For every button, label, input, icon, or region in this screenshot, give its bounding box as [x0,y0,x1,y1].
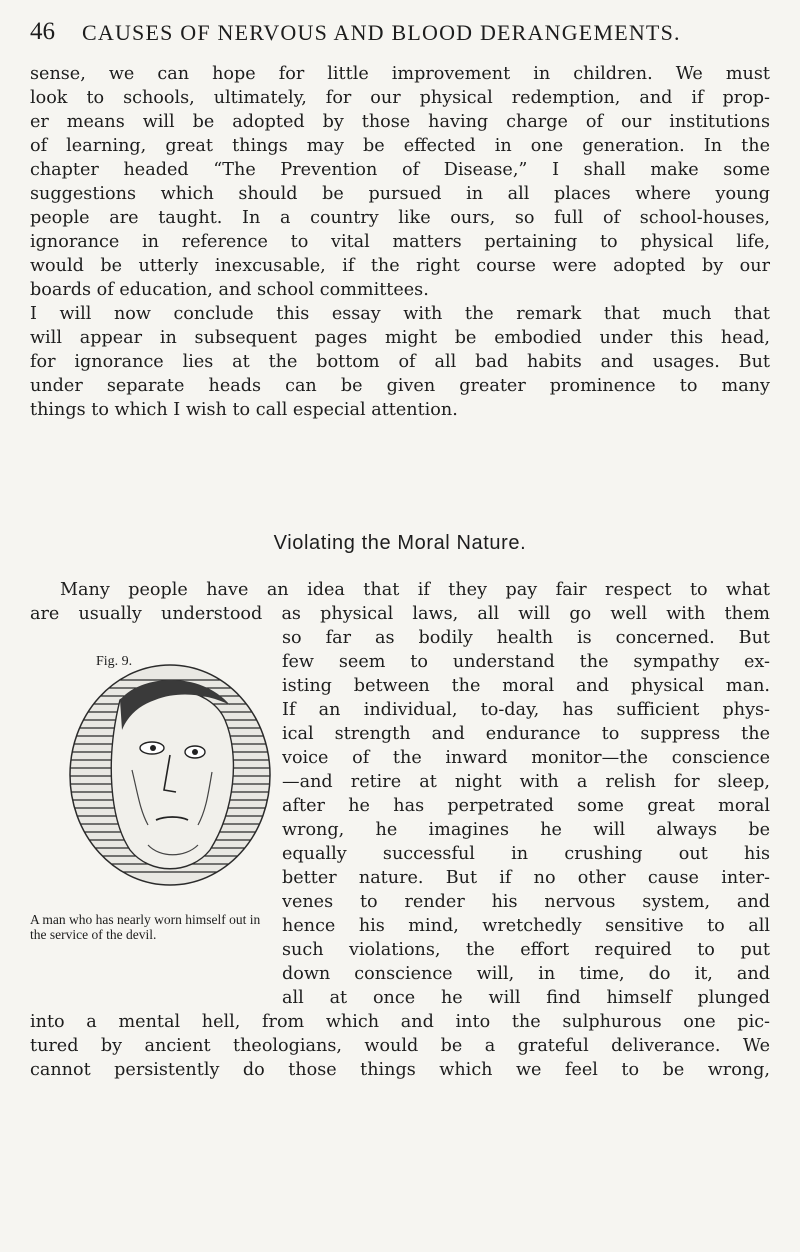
page-number: 46 [30,18,55,45]
body-text-line: venes to render his nervous system, and [282,892,770,912]
body-text-line: under separate heads can be given greater prominence to many [30,376,770,396]
body-text-line: of learning, great things may be effected in one generation. In the [30,136,770,156]
body-text-line: voice of the inward monitor—the conscience [282,748,770,768]
body-text-line: will appear in subsequent pages might be embodied under this head, [30,328,770,348]
body-text-line: boards of education, and school committees. [30,280,429,300]
body-text-line: er means will be adopted by those having charge of our institutions [30,112,770,132]
body-text-line: Many people have an idea that if they pay fair respect to what [60,580,770,600]
body-text-line: cannot persistently do those things which we feel to be wrong, [30,1060,770,1080]
body-text-line: all at once he will find himself plunged [282,988,770,1008]
body-text-line: sense, we can hope for little improvement in children. We must [30,64,770,84]
body-text-line: after he has perpetrated some great moral [282,796,770,816]
body-text-line: isting between the moral and physical man. [282,676,770,696]
body-text-line: —and retire at night with a relish for sleep, [282,772,770,792]
body-text-line: people are taught. In a country like ours, so full of school-houses, [30,208,770,228]
body-text-line: hence his mind, wretchedly sensitive to all [282,916,770,936]
running-head: CAUSES OF NERVOUS AND BLOOD DERANGEMENTS. [82,20,681,45]
body-text-line: If an individual, to-day, has sufficient phys- [282,700,770,720]
body-text-line: I will now conclude this essay with the remark that much that [30,304,770,324]
body-text-line: such violations, the effort required to put [282,940,770,960]
body-text-line: are usually understood as physical laws, all will go well with them [30,604,770,624]
body-text-line: things to which I wish to call especial attention. [30,400,458,420]
body-text-line: equally successful in crushing out his [282,844,770,864]
body-text-line: ical strength and endurance to suppress the [282,724,770,744]
body-text-line: for ignorance lies at the bottom of all bad habits and usages. But [30,352,770,372]
engraving-figure [60,660,280,890]
figure-caption: A man who has nearly worn himself out in the service of the devil. [30,912,261,942]
page-header [30,14,770,50]
body-text-line: better nature. But if no other cause inter- [282,868,770,888]
body-text-line: so far as bodily health is concerned. But [282,628,770,648]
body-text-line: few seem to understand the sympathy ex- [282,652,770,672]
section-heading: Violating the Moral Nature. [273,532,527,554]
figure-label: Fig. 9. [96,654,133,669]
body-text-line: would be utterly inexcusable, if the right course were adopted by our [30,256,770,276]
body-text-line: suggestions which should be pursued in all places where young [30,184,770,204]
body-text-line: into a mental hell, from which and into the sulphurous one pic- [30,1012,770,1032]
body-text-line: look to schools, ultimately, for our physical redemption, and if prop- [30,88,770,108]
body-text-line: ignorance in reference to vital matters pertaining to physical life, [30,232,770,252]
body-text-line: down conscience will, in time, do it, and [282,964,770,984]
figure-illustration [60,660,280,890]
body-text-line: tured by ancient theologians, would be a grateful deliverance. We [30,1036,770,1056]
body-text-line: wrong, he imagines he will always be [282,820,770,840]
body-text-line: chapter headed “The Prevention of Disease,” I shall make some [30,160,770,180]
